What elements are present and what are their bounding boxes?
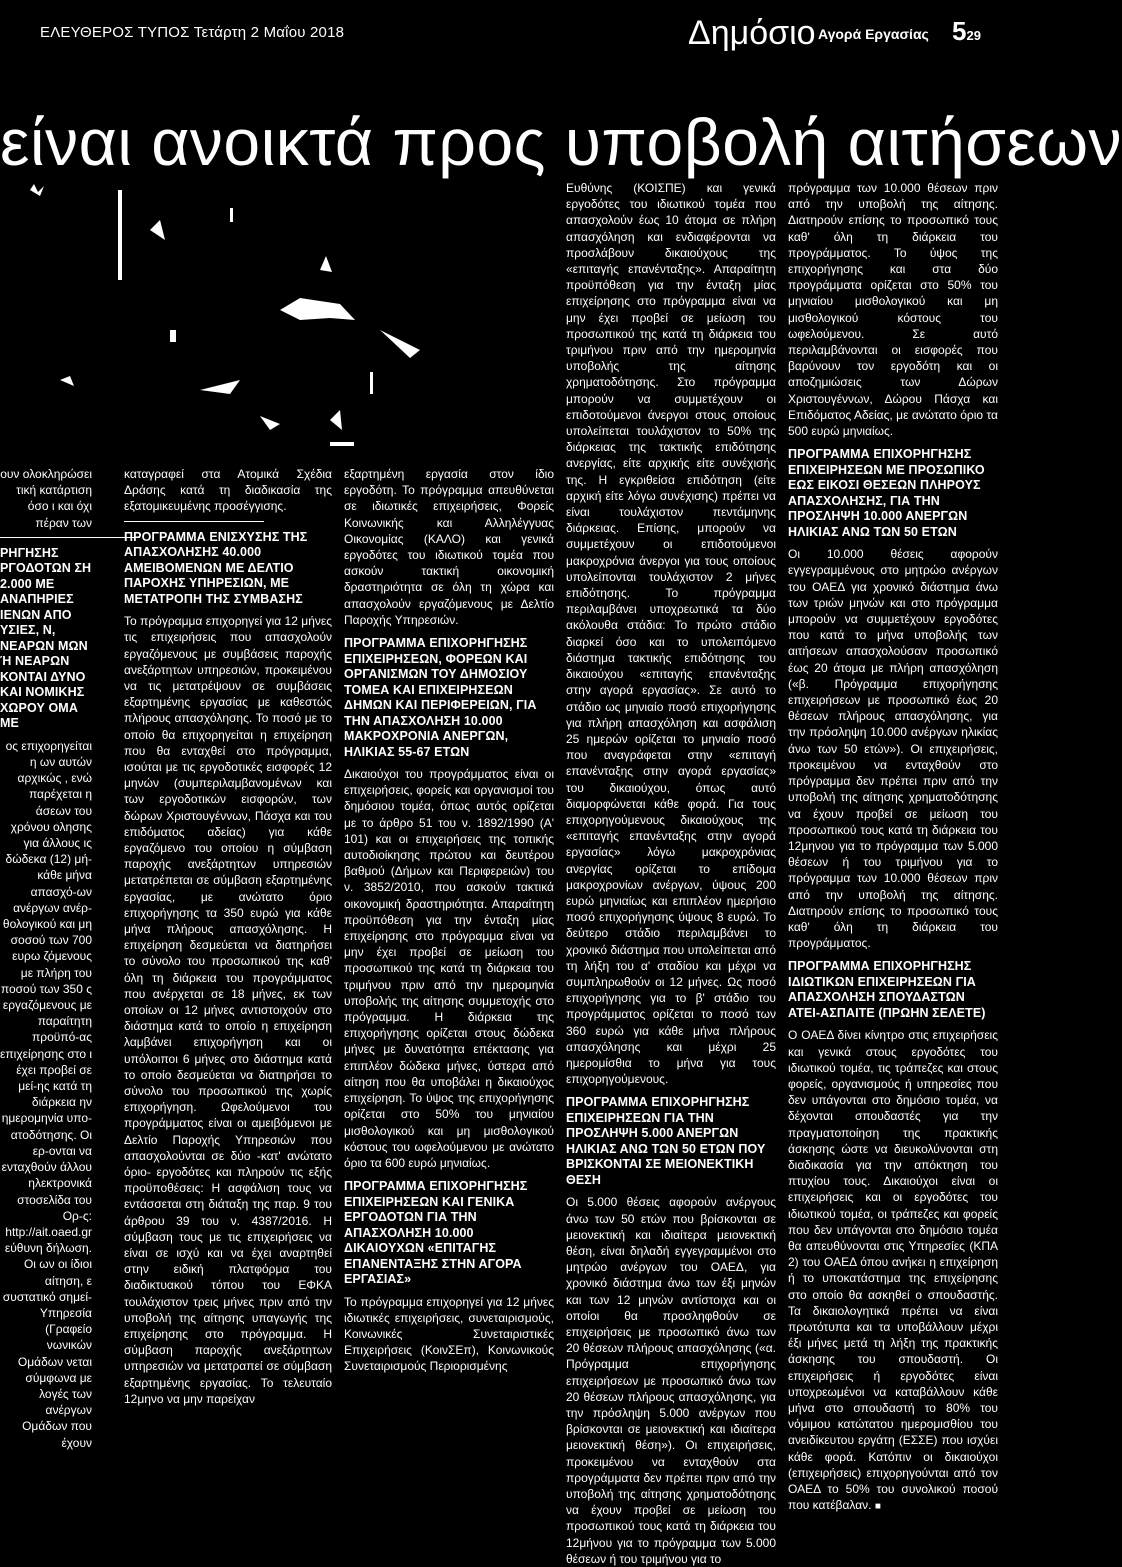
page-header (0, 0, 1024, 62)
column-1 (0, 466, 92, 1450)
page-edge (1010, 0, 1024, 1200)
col5-para-1: πρόγραμμα των 10.000 θέσεων πριν από την υποβολή της αίτησης. Διατηρούν επίσης το προσωπικό τους καθ' όλη τη διάρκεια του προγράμματος. Το ύψος της επιχορήγησης και στα δύο προγράμματα ορίζεται στο 50% του μηνιαίου μισθολογικού και μη μισθολογικού κόστους του ωφελούμενου. Σε αυτό περιλαμβάνονται οι εισφορές που βαρύνουν τον εργοδότη και οι αποζημιώσεις των Δώρων Χριστουγέννων, Δώρου Πάσχα και Επιδόματος Αδείας, με ανώτατο όριο τα 500 ευρώ μηνιαίως. (788, 181, 998, 439)
page-number-suffix: 29 (966, 28, 981, 43)
column-5 (788, 180, 998, 1513)
headline: είναι ανοικτά προς υποβολή αιτήσεων (0, 105, 1122, 179)
col2-heading-1: ΠΡΟΓΡΑΜΜΑ ΕΝΙΣΧΥΣΗΣ ΤΗΣ ΑΠΑΣΧΟΛΗΣΗΣ 40.000 ΑΜΕΙΒΟΜΕΝΩΝ ΜΕ ΔΕΛΤΙΟ ΠΑΡΟΧΗΣ ΥΠΗΡΕΣΙΩΝ, ΜΕ ΜΕΤΑΤΡΟΠΗ ΤΗΣ ΣΥΜΒΑΣΗΣ (124, 529, 308, 606)
col3-heading-2: ΠΡΟΓΡΑΜΜΑ ΕΠΙΧΟΡΗΓΗΣΗΣ ΕΠΙΧΕΙΡΗΣΕΩΝ ΚΑΙ ΓΕΝΙΚΑ ΕΡΓΟΔΟΤΩΝ ΓΙΑ ΤΗΝ ΑΠΑΣΧΟΛΗΣΗ 10.000 ΔΙΚΑΙΟΥΧΩΝ «ΕΠΙΤΑΓΗΣ ΕΠΑΝΕΝΤΑΞΗΣ ΣΤΗΝ ΑΓΟΡΑ ΕΡΓΑΣΙΑΣ» (344, 1179, 528, 1287)
col5-heading-1: ΠΡΟΓΡΑΜΜΑ ΕΠΙΧΟΡΗΓΗΣΗΣ ΕΠΙΧΕΙΡΗΣΕΩΝ ΜΕ ΠΡΟΣΩΠΙΚΟ ΕΩΣ ΕΙΚΟΣΙ ΘΕΣΕΩΝ ΠΛΗΡΟΥΣ ΑΠΑΣΧΟΛΗΣΗΣ, ΓΙΑ ΤΗΝ ΠΡΟΣΛΗΨΗ 10.000 ΑΝΕΡΓΩΝ ΗΛΙΚΙΑΣ ΑΝΩ ΤΩΝ 50 ΕΤΩΝ (788, 447, 985, 539)
col3-para-3: Το πρόγραμμα επιχορηγεί για 12 μήνες ιδιωτικές επιχειρήσεις, συνεταιρισμούς, Κοινωνικές Συνεταιριστικές Επιχειρήσεις (ΚοινΣΕπ), Κοινωνικούς Συνεταιρισμούς Περιορισμένης (344, 1294, 554, 1374)
col4-heading-1: ΠΡΟΓΡΑΜΜΑ ΕΠΙΧΟΡΗΓΗΣΗΣ ΕΠΙΧΕΙΡΗΣΕΩΝ ΓΙΑ ΤΗΝ ΠΡΟΣΛΗΨΗ 5.000 ΑΝΕΡΓΩΝ ΗΛΙΚΙΑΣ ΑΝΩ ΤΩΝ 50 ΕΤΩΝ ΠΟΥ ΒΡΙΣΚΟΝΤΑΙ ΣΕ ΜΕΙΟΝΕΚΤΙΚΗ ΘΕΣΗ (566, 1095, 766, 1187)
col1-para-2: ος επιχορηγείται η ων αυτών αρχικώς , ενώ παρέχεται η άσεων του χρόνου ολησης για άλλους ις δώδεκα (12) μή-κάθε μήνα απασχό-ων ανέργων ανέρ-θολογικού και μη σοσού των 700 ευρω ζόμενους με πλήρη του ποσού των 350 ς εργαζόμενους με παραίτητη προϋπό-ας επιχείρησης στο ι έχει προβεί σε μεί-ης κατά τη διάρκεια ην ημερομηνία υπο-ατοδότησης. Οι ερ-ονται να ενταχθούν άλλου ηλεκτρονικά στοσελίδα του Ορ-ς: http://ait.oaed.gr εύθυνη δήλωση. Οι ων οι ίδιοι αίτηση, ε συστατικό σημεί-Υπηρεσία (Γραφείο νωνικών Ομάδων νεται σύμφωνα με λογές των ανέργων Ομάδων που έχουν (0, 738, 92, 1450)
col5-para-2: Οι 10.000 θέσεις αφορούν εγγεγραμμένους στο μητρώο ανέργων του ΟΑΕΔ για χρονικό διάστημα άνω των τριών μηνών και στο πρόγραμμα μπορούν να συμμετέχουν εργοδότες που κατά το μήνα υποβολής των αιτήσεων απασχολούσαν προσωπικό έως 20 άτομα με πλήρη απασχόληση («β. Πρόγραμμα επιχορήγησης επιχειρήσεων με προσωπικό έως 20 θέσεων πλήρους απασχόλησης, για την πρόσληψη 10.000 ανέργων ηλικίας άνω των 50 ετών»). Οι επιχειρήσεις, προκειμένου να ενταχθούν στο πρόγραμμα δεν πρέπει πριν από την υποβολή της αίτησης χρηματοδότησης να έχουν προβεί σε μείωση του προσωπικού τους κατά τη διάρκεια του 12μηνου για το πρόγραμμα των 5.000 θέσεων ή του τριμήνου για το πρόγραμμα των 10.000 θέσεων πριν από την υποβολή της αίτησης. Διατηρούν επίσης το προσωπικό τους καθ' όλη τη διάρκεια του προγράμματος. (788, 547, 998, 951)
col4-para-1: Ευθύνης (ΚΟΙΣΠΕ) και γενικά εργοδότες του ιδιωτικού τομέα που απασχολούν έως 10 άτομα σε πλήρη απασχόληση και ενδιαφέρονται να προσλάβουν δικαιούχους της «επιταγής επανένταξης». Απαραίτητη προϋπόθεση για την ένταξη μίας επιχείρησης στο πρόγραμμα είναι να μην έχει προβεί σε μείωση του προσωπικού της κατά τη διάρκεια του τριμήνου πριν από την ημερομηνία υποβολής της αίτησης χρηματοδότησης. Στο πρόγραμμα μπορούν να συμμετέχουν οι επιδοτούμενοι άνεργοι στους οποίους υπολείπεται τουλάχιστον το 50% της διάρκειας της τακτικής επιδότησης ανεργίας, είτε αρχικής είτε συνέχισής της. Η εγκριθείσα επιδότηση (είτε αρχική είτε λόγω συνέχισης) πρέπει να είναι τουλάχιστον πεντάμηνης διάρκειας. Επίσης, μπορούν να συμμετέχουν οι επιδοτούμενοι μακροχρόνια άνεργοι για τους οποίους υπολείπονται τουλάχιστον 2 μήνες επιδότησης. Το πρόγραμμα περιλαμβάνει υποχρεωτικά τα δύο ακόλουθα στάδια: Το πρώτο στάδιο διαρκεί όσο και το υπολειπόμενο διάστημα τακτικής επιδότησης του δικαιούχου «επιταγής επανένταξης στην αγορά εργασίας». Σε αυτό το στάδιο ως μηνιαίο ποσό επιχορήγησης για πλήρη απασχόληση και ασφάλιση 25 ημερών ορίζεται το μηνιαίο ποσό που αναγράφεται στην «επιταγή επανένταξης στην αγορά εργασίας» του δικαιούχου, όπως αυτό διαμορφώνεται κάθε φορά. Για τους επιχορηγούμενους δικαιούχους της «επιταγής επανένταξης στην αγορά εργασίας» λόγω μακροχρόνιας ανεργίας ορίζεται το επίδομα μακροχρονίων ανέργων, ύψους 200 ευρώ μηνιαίως και επιπλέον ημερήσιο ποσό επιχορήγησης ύψους 8 ευρώ. Το δεύτερο στάδιο περιλαμβάνει το χρονικό διάστημα που υπολείπεται από τη λήξη του α' σταδίου και μέχρι να συμπληρωθούν οι 12 μήνες. Ως ποσό επιχορήγησης για το β' στάδιο του προγράμματος ορίζεται το ποσό των 360 ευρώ για κάθε μήνα πλήρους απασχόλησης και μέχρι 25 ημερομίσθια το μήνα για τους επιχορηγούμενους. (566, 181, 776, 1087)
page-number (952, 16, 981, 47)
subsection-title: Αγορά Εργασίας (818, 26, 929, 42)
column-3 (344, 466, 554, 1374)
page-number-main: 5 (952, 16, 967, 46)
col5-para-3 (788, 1027, 998, 1515)
column-2 (124, 466, 332, 1406)
col3-para-1: εξαρτημένη εργασία στον ίδιο εργοδότη. Το πρόγραμμα απευθύνεται σε ιδιωτικές επιχειρήσεις, Φορείς Κοινωνικής και Αλληλέγγυας Οικονομίας (ΚΑΛΟ) και γενικά εργοδότες του ιδιωτικού τομέα που ασκούν τακτική οικονομική δραστηριότητα σε όλη τη χώρα και απασχολούν εργαζόμενους με Δελτίο Παροχής Υπηρεσιών. (344, 467, 554, 627)
col1-para-1: ουν ολοκληρώσει τική κατάρτιση όσο ι και όχι πέραν των (0, 467, 92, 530)
divider (124, 521, 264, 522)
photo (0, 180, 548, 462)
col4-para-2: Οι 5.000 θέσεις αφορούν ανέργους άνω των 50 ετών που βρίσκονται σε μειονεκτική και ιδιαίτερα μειονεκτική θέση, είναι δηλαδή εγγεγραμμένοι στο μητρώο ανέργων του ΟΑΕΔ, για χρονικό διάστημα άνω των έξι μηνών και των 12 μηνών αντίστοιχα και οι οποίοι θα προσληφθούν σε επιχειρήσεις με προσωπικό άνω των 20 θέσεων πλήρους απασχόλησης («α. Πρόγραμμα επιχορήγησης επιχειρήσεων με προσωπικό άνω των 20 θέσεων πλήρους απασχόλησης, για την πρόσληψη 5.000 ανέργων που βρίσκονται σε μειονεκτική και ιδιαίτερα μειονεκτική θέση»). Οι επιχειρήσεις, προκειμένου να ενταχθούν στα προγράμματα δεν πρέπει πριν από την υποβολή της αίτησης χρηματοδότησης να έχουν προβεί σε μείωση του προσωπικού τους κατά τη διάρκεια του 12μήνου για το πρόγραμμα των 5.000 θέσεων ή του τριμήνου για το (566, 1195, 776, 1566)
col5-para-3-text: Ο ΟΑΕΔ δίνει κίνητρο στις επιχειρήσεις και γενικά στους εργοδότες του ιδιωτικού τομέα, τις τράπεζες και στους φορείς, οργανισμούς ή υπηρεσίες που δεν υπάγονται στο δημόσιο τομέα, να δέχονται σπουδαστές για την πραγματοποίηση της πρακτικής άσκησης ώστε να διευκολύνονται στη διαδικασία για την απόκτηση του πτυχίου τους. Δικαιούχοι είναι οι επιχειρήσεις και οι εργοδότες του ιδιωτικού τομέα, οι τράπεζες και φορείς που δεν υπάγονται στο δημόσιο τομέα θα απευθύνονται στις Υπηρεσίες (ΚΠΑ 2) του ΟΑΕΔ όπου ανήκει η επιχείρηση ή το υποκατάστημα της επιχείρησης στο οποίο θα ασκηθεί ο σπουδαστής. Τα δικαιολογητικά πρέπει να είναι πρωτότυπα και τα υποβάλλουν μέχρι έξι μήνες μετά τη λήξη της πρακτικής άσκησης του σπουδαστή. Οι επιχειρήσεις ή εργοδότες είναι υποχρεωμένοι να καταβάλλουν κάθε μήνα στο σπουδαστή το 80% του νόμιμου κατώτατου ημερομισθίου του ανειδίκευτου εργάτη (ΕΣΣΕ) που ισχύει κάθε φορά. Κατόπιν οι δικαιούχοι (επιχειρήσεις) επιχορηγούνται από τον ΟΑΕΔ το 50% του συνολικού ποσού που κατέβαλαν. (788, 1028, 998, 1513)
section-title: Δημόσιο (688, 14, 816, 52)
masthead: ΕΛΕΥΘΕΡΟΣ ΤΥΠΟΣ Τετάρτη 2 Μαΐου 2018 (40, 24, 345, 41)
photo-image (0, 180, 548, 462)
divider (0, 537, 140, 538)
column-4 (566, 180, 776, 1566)
col5-heading-2: ΠΡΟΓΡΑΜΜΑ ΕΠΙΧΟΡΗΓΗΣΗΣ ΙΔΙΩΤΙΚΩΝ ΕΠΙΧΕΙΡΗΣΕΩΝ ΓΙΑ ΑΠΑΣΧΟΛΗΣΗ ΣΠΟΥΔΑΣΤΩΝ ΑΤΕΙ-ΑΣΠΑΙΤΕ (ΠΡΩΗΝ ΣΕΛΕΤΕ) (788, 959, 986, 1020)
col3-heading-1: ΠΡΟΓΡΑΜΜΑ ΕΠΙΧΟΡΗΓΗΣΗΣ ΕΠΙΧΕΙΡΗΣΕΩΝ, ΦΟΡΕΩΝ ΚΑΙ ΟΡΓΑΝΙΣΜΩΝ ΤΟΥ ΔΗΜΟΣΙΟΥ ΤΟΜΕΑ ΚΑΙ ΕΠΙΧΕΙΡΗΣΕΩΝ ΔΗΜΩΝ ΚΑΙ ΠΕΡΙΦΕΡΕΙΩΝ, ΓΙΑ ΤΗΝ ΑΠΑΣΧΟΛΗΣΗ 10.000 ΜΑΚΡΟΧΡΟΝΙΑ ΑΝΕΡΓΩΝ, ΗΛΙΚΙΑΣ 55-67 ΕΤΩΝ (344, 636, 537, 759)
end-mark: ■ (874, 1501, 881, 1513)
col3-para-2: Δικαιούχοι του προγράμματος είναι οι επιχειρήσεις, φορείς και οργανισμοί του δημόσιου τομέα, όπως αυτός ορίζεται με το άρθρο 51 του ν. 1892/1990 (Α' 101) και οι επιχειρήσεις της τοπικής αυτοδιοίκησης πρώτου και δευτέρου βαθμού (Δήμων και Περιφερειών) του ν. 3852/2010, που ασκούν τακτικά οικονομική δραστηριότητα. Απαραίτητη προϋπόθεση για την ένταξη μίας επιχείρησης στο πρόγραμμα είναι να μην έχει προβεί σε μείωση του προσωπικού της κατά τη διάρκεια του τριμήνου πριν από την ημερομηνία υποβολής της αίτησης συμμετοχής στο πρόγραμμα. Η διάρκεια της επιχορήγησης ορίζεται στους δώδεκα μήνες με δυνατότητα επέκτασης για επιπλέον δώδεκα μήνες, ύστερα από αίτηση που θα υποβάλει η δικαιούχος επιχείρηση. Το ύψος της επιχορήγησης ορίζεται στο 50% του μηνιαίου μισθολογικού και μη μισθολογικού κόστους του ωφελούμενου με ανώτατο όριο τα 600 ευρώ μηνιαίως. (344, 767, 554, 1170)
col1-heading-1: ΡΗΓΗΣΗΣ ΡΓΟΔΟΤΩΝ ΣΗ 2.000 ΜΕ ΑΝΑΠΗΡΙΕΣ ΙΕΝΩΝ ΑΠΟ ΥΣΙΕΣ, Ν, ΝΕΑΡΩΝ ΜΩΝ Ή ΝΕΑΡΩΝ ΚΟΝΤΑΙ ΔΥΝΟ ΚΑΙ ΝΟΜΙΚΗΣ ΧΩΡΟΥ ΟΜΑ ΜΕ (0, 545, 92, 731)
col2-para-1: καταγραφεί στα Ατομικά Σχέδια Δράσης κατά τη διαδικασία της εξατομικευμένης προσέγγισης. (124, 467, 332, 514)
col2-para-2: Το πρόγραμμα επιχορηγεί για 12 μήνες τις επιχειρήσεις που απασχολούν εργαζόμενους με συμβάσεις παροχής ανεξάρτητων υπηρεσιών, προκειμένου να τις μετατρέψουν σε συμβάσεις εξαρτημένης εργασίας με καθεστώς πλήρους απασχόλησης. Το ποσό με το οποίο θα επιχορηγείται η επιχείρηση που θα ενταχθεί στο πρόγραμμα, ισούται με τις εργοδοτικές εισφορές 12 μηνών (συμπεριλαμβανομένων και των εργοδοτικών εισφορών, των δώρων Χριστουγέννων, Πάσχα και του επιδόματος αδείας) για κάθε εργαζόμενο του οποίου η σύμβαση παροχής ανεξάρτητων υπηρεσιών μετατρέπεται σε σύμβαση εξαρτημένης εργασίας, με ανώτατο όριο επιχορήγησης τα 350 ευρώ για κάθε μήνα πλήρους απασχόλησης. Η επιχείρηση δεσμεύεται να διατηρήσει το σύνολο του προσωπικού της καθ' όλη τη διάρκεια του προγράμματος που ανέρχεται σε 18 μήνες, εκ των οποίων οι 12 μήνες αντιστοιχούν στο διάστημα κατά το οποίο η επιχείρηση λαμβάνει επιχορήγηση και οι υπόλοιποι 6 μήνες στο διάστημα κατά το οποίο δεσμεύεται να διατηρήσει το σύνολο του προσωπικού της χωρίς επιχορήγηση. Ωφελούμενοι του προγράμματος είναι οι αμειβόμενοι με Δελτίο Παροχής Υπηρεσιών που απασχολούνται σε δύο -κατ' ανώτατο όριο- εργοδότες και πληρούν τις εξής προϋποθέσεις: Η ασφάλιση τους να εντάσσεται στη διάταξη της παρ. 9 του άρθρου 39 του ν. 4387/2016. Η σύμβαση τους με τις επιχειρήσεις να είναι σε ισχύ και να έχει αναρτηθεί στην ειδική πλατφόρμα του διαδικτυακού τόπου του ΕΦΚΑ τουλάχιστον τρεις μήνες πριν από την υποβολή της αίτησης υπαγωγής της επιχείρησης στο πρόγραμμα. Η σύμβαση παροχής ανεξάρτητων υπηρεσιών να μετατραπεί σε σύμβαση εξαρτημένης εργασίας. Το τελευταίο 12μηνο να μην παρείχαν (124, 614, 332, 1406)
